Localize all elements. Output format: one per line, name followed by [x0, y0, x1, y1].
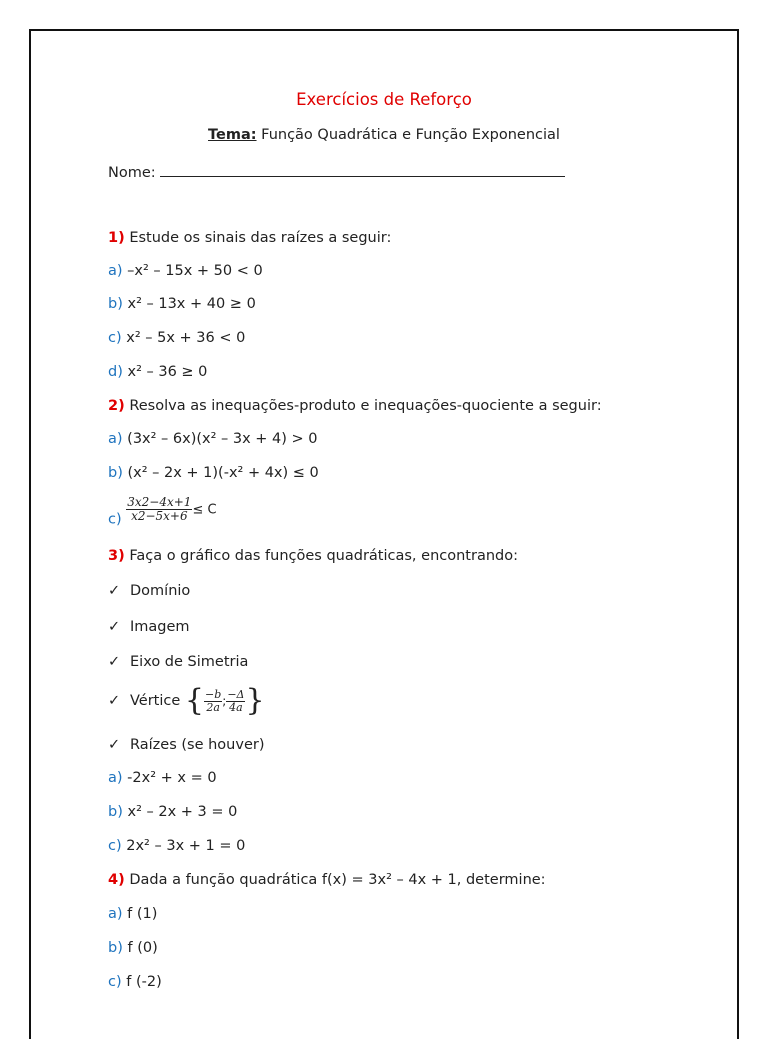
question-text: Resolva as inequações-produto e inequações-quociente a seguir: [124, 398, 602, 414]
item-letter: a) [108, 906, 123, 922]
item-text: x² – 36 ≥ 0 [122, 364, 208, 380]
q4-item-c [108, 973, 162, 991]
item-text: –x² – 15x + 50 < 0 [122, 263, 263, 279]
relation: ≤ C [192, 502, 217, 518]
fraction-denominator: x2−5x+6 [131, 509, 188, 523]
vertex-x-fraction [204, 689, 222, 714]
q4-item-a [108, 905, 157, 923]
q1-item-d [108, 363, 207, 381]
theme-line [0, 127, 768, 143]
q2-item-c [108, 496, 217, 527]
check-item-domain [108, 582, 190, 600]
item-letter: c) [108, 838, 122, 854]
q1-item-a [108, 262, 263, 280]
question-3 [108, 547, 518, 565]
question-text: Estude os sinais das raízes a seguir: [124, 230, 392, 246]
check-item-vertex [108, 683, 265, 718]
page-title: Exercícios de Reforço [296, 90, 472, 109]
q1-item-c [108, 329, 245, 347]
question-text: Faça o gráfico das funções quadráticas, encontrando: [124, 548, 518, 564]
q2-item-a [108, 430, 318, 448]
item-letter: c) [108, 974, 122, 990]
question-number: 1) [108, 230, 125, 246]
item-text: -2x² + x = 0 [122, 770, 217, 786]
q1-item-b [108, 295, 256, 313]
item-text: x² – 2x + 3 = 0 [122, 804, 238, 820]
question-number: 2) [108, 398, 125, 414]
question-number: 3) [108, 548, 125, 564]
separator: ; [222, 694, 227, 708]
fraction-numerator: 3x2−4x+1 [127, 495, 192, 509]
theme-label: Tema: [208, 127, 257, 143]
item-text: x² – 5x + 36 < 0 [121, 330, 246, 346]
item-letter: b) [108, 804, 123, 820]
item-letter: c) [108, 330, 122, 346]
check-label: Imagem [130, 619, 190, 635]
name-line [108, 162, 565, 182]
item-letter: b) [108, 940, 123, 956]
check-label: Raízes (se houver) [130, 737, 265, 753]
check-item-axis [108, 653, 248, 671]
item-letter: b) [108, 296, 123, 312]
item-text: (x² – 2x + 1)(-x² + 4x) ≤ 0 [122, 465, 319, 481]
question-2 [108, 397, 602, 415]
check-item-roots [108, 736, 264, 754]
q3-item-a [108, 769, 217, 787]
item-letter: a) [108, 770, 123, 786]
q3-item-c [108, 837, 245, 855]
name-label: Nome: [108, 165, 156, 181]
item-text: x² – 13x + 40 ≥ 0 [122, 296, 256, 312]
checkmark-icon: ✓ [108, 619, 121, 635]
left-brace: { [184, 683, 204, 718]
fraction-numerator: −Δ [227, 687, 245, 701]
fraction [126, 496, 192, 523]
check-label: Vértice [130, 693, 181, 709]
question-1 [108, 229, 391, 247]
check-label: Domínio [130, 583, 191, 599]
check-label: Eixo de Simetria [130, 654, 249, 670]
q3-item-b [108, 803, 237, 821]
question-4 [108, 871, 546, 889]
q4-item-b [108, 939, 158, 957]
fraction-numerator: −b [205, 687, 222, 701]
checkmark-icon: ✓ [108, 693, 121, 709]
vertex-y-fraction [226, 689, 245, 714]
item-letter: d) [108, 364, 123, 380]
question-number: 4) [108, 872, 125, 888]
name-field[interactable] [160, 162, 565, 177]
item-letter: b) [108, 465, 123, 481]
question-text: Dada a função quadrática f(x) = 3x² – 4x + 1, determine: [124, 872, 546, 888]
item-letter: a) [108, 263, 123, 279]
item-text: f (1) [122, 906, 158, 922]
fraction-denominator: 2a [206, 700, 220, 714]
right-brace: } [245, 683, 265, 718]
check-item-image [108, 618, 190, 636]
item-text: 2x² – 3x + 1 = 0 [121, 838, 246, 854]
fraction-denominator: 4a [229, 700, 243, 714]
item-letter: c) [108, 511, 122, 528]
item-text: f (-2) [121, 974, 162, 990]
checkmark-icon: ✓ [108, 737, 121, 753]
checkmark-icon: ✓ [108, 583, 121, 599]
item-text: (3x² – 6x)(x² – 3x + 4) > 0 [122, 431, 318, 447]
theme-text: Função Quadrática e Função Exponencial [256, 127, 560, 143]
item-letter: a) [108, 431, 123, 447]
q2-item-b [108, 464, 319, 482]
item-text: f (0) [122, 940, 158, 956]
checkmark-icon: ✓ [108, 654, 121, 670]
